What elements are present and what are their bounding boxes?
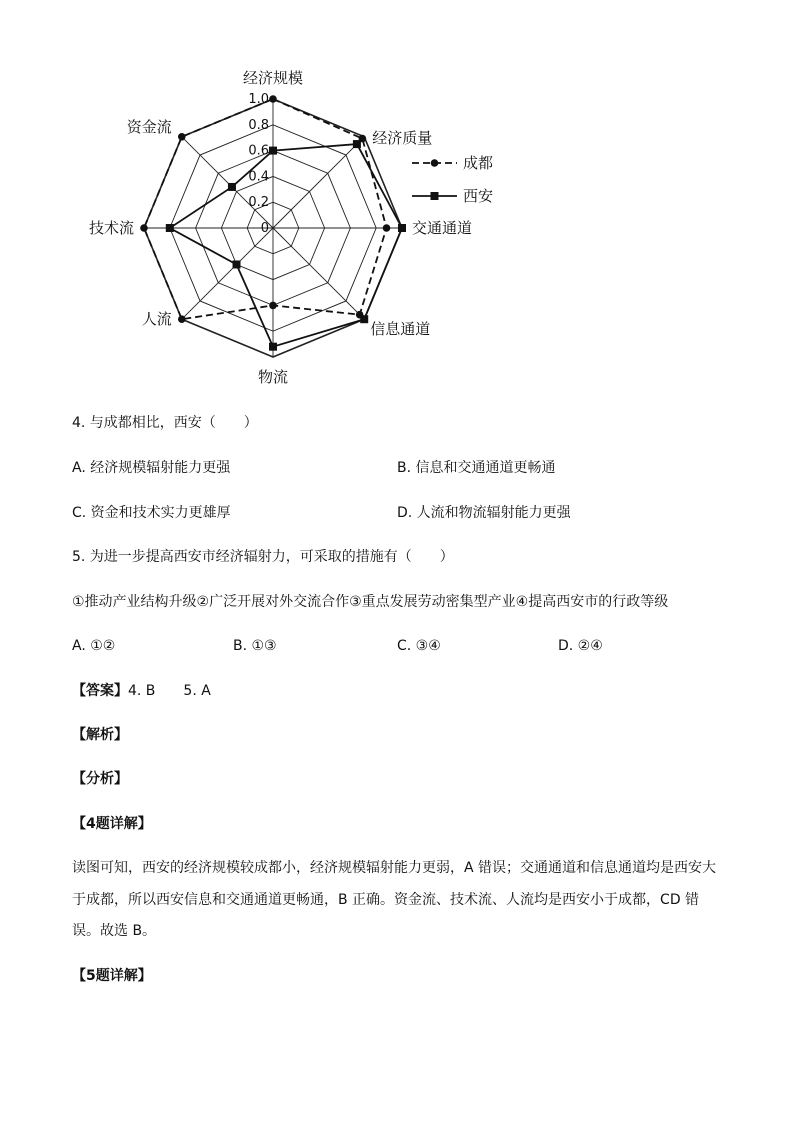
tick-label: 1.0 bbox=[248, 92, 269, 107]
detail-4-line-3: 误。故选 B。 bbox=[72, 923, 157, 939]
question-4-option-a: A. 经济规模辐射能力更强 bbox=[72, 460, 231, 476]
answer-text: 4. B 5. A bbox=[128, 683, 211, 699]
question-4-option-d: D. 人流和物流辐射能力更强 bbox=[397, 505, 571, 521]
detail-5-tag: 【5题详解】 bbox=[72, 968, 152, 984]
question-5-option-c: C. ③④ bbox=[397, 638, 441, 654]
answer-line bbox=[72, 681, 211, 701]
detail-4-line-1: 读图可知，西安的经济规模较成都小，经济规模辐射能力更弱，A 错误；交通通道和信息通道均是西安大 bbox=[72, 860, 717, 876]
data-point bbox=[166, 224, 174, 232]
data-point bbox=[178, 315, 186, 323]
radar-chart bbox=[60, 55, 520, 395]
axis-label: 技术流 bbox=[88, 219, 134, 237]
data-point bbox=[178, 133, 186, 141]
data-point bbox=[233, 260, 241, 268]
axis-label: 交通通道 bbox=[412, 219, 473, 237]
axis-label: 经济质量 bbox=[372, 128, 433, 147]
data-point bbox=[269, 147, 277, 155]
detail-4-line-2: 于成都，所以西安信息和交通通道更畅通，B 正确。资金流、技术流、人流均是西安小于成都，CD 错 bbox=[72, 892, 700, 908]
question-5-option-d: D. ②④ bbox=[558, 638, 603, 654]
question-5-statements: ①推动产业结构升级②广泛开展对外交流合作③重点发展劳动密集型产业④提高西安市的行政等级 bbox=[72, 594, 669, 610]
axis-label: 信息通道 bbox=[370, 320, 431, 339]
tick-label: 0.8 bbox=[248, 117, 269, 133]
tick-label: 0 bbox=[260, 221, 269, 236]
legend-label: 西安 bbox=[463, 187, 494, 205]
tick-label: 0.4 bbox=[248, 169, 269, 185]
question-5-option-b: B. ①③ bbox=[233, 638, 277, 654]
data-point bbox=[228, 183, 236, 191]
detail-4-tag: 【4题详解】 bbox=[72, 816, 152, 832]
answer-tag: 【答案】 bbox=[72, 683, 128, 699]
data-point bbox=[360, 315, 368, 323]
question-5-stem: 5. 为进一步提高西安市经济辐射力，可采取的措施有（ ） bbox=[72, 549, 454, 565]
data-point bbox=[269, 95, 277, 103]
axis-label: 人流 bbox=[141, 310, 172, 329]
legend-label: 成都 bbox=[463, 154, 494, 172]
data-point bbox=[140, 224, 148, 232]
question-5-option-a: A. ①② bbox=[72, 638, 116, 654]
legend-marker bbox=[431, 192, 439, 200]
fenxi-tag: 【分析】 bbox=[72, 771, 128, 787]
question-4-option-c: C. 资金和技术实力更雄厚 bbox=[72, 505, 231, 521]
data-point bbox=[398, 224, 406, 232]
data-point bbox=[353, 140, 361, 148]
data-point bbox=[383, 224, 391, 232]
axis-label: 资金流 bbox=[126, 117, 172, 136]
axis-label: 物流 bbox=[257, 368, 289, 386]
tick-label: 0.2 bbox=[248, 195, 269, 211]
axis-label: 经济规模 bbox=[242, 69, 304, 87]
question-4-stem: 4. 与成都相比，西安（ ） bbox=[72, 415, 258, 431]
data-point bbox=[269, 302, 277, 310]
analysis-tag: 【解析】 bbox=[72, 727, 128, 743]
data-point bbox=[269, 343, 277, 351]
question-4-option-b: B. 信息和交通通道更畅通 bbox=[397, 460, 556, 476]
tick-label: 0.6 bbox=[248, 143, 269, 159]
legend-marker bbox=[431, 159, 439, 167]
